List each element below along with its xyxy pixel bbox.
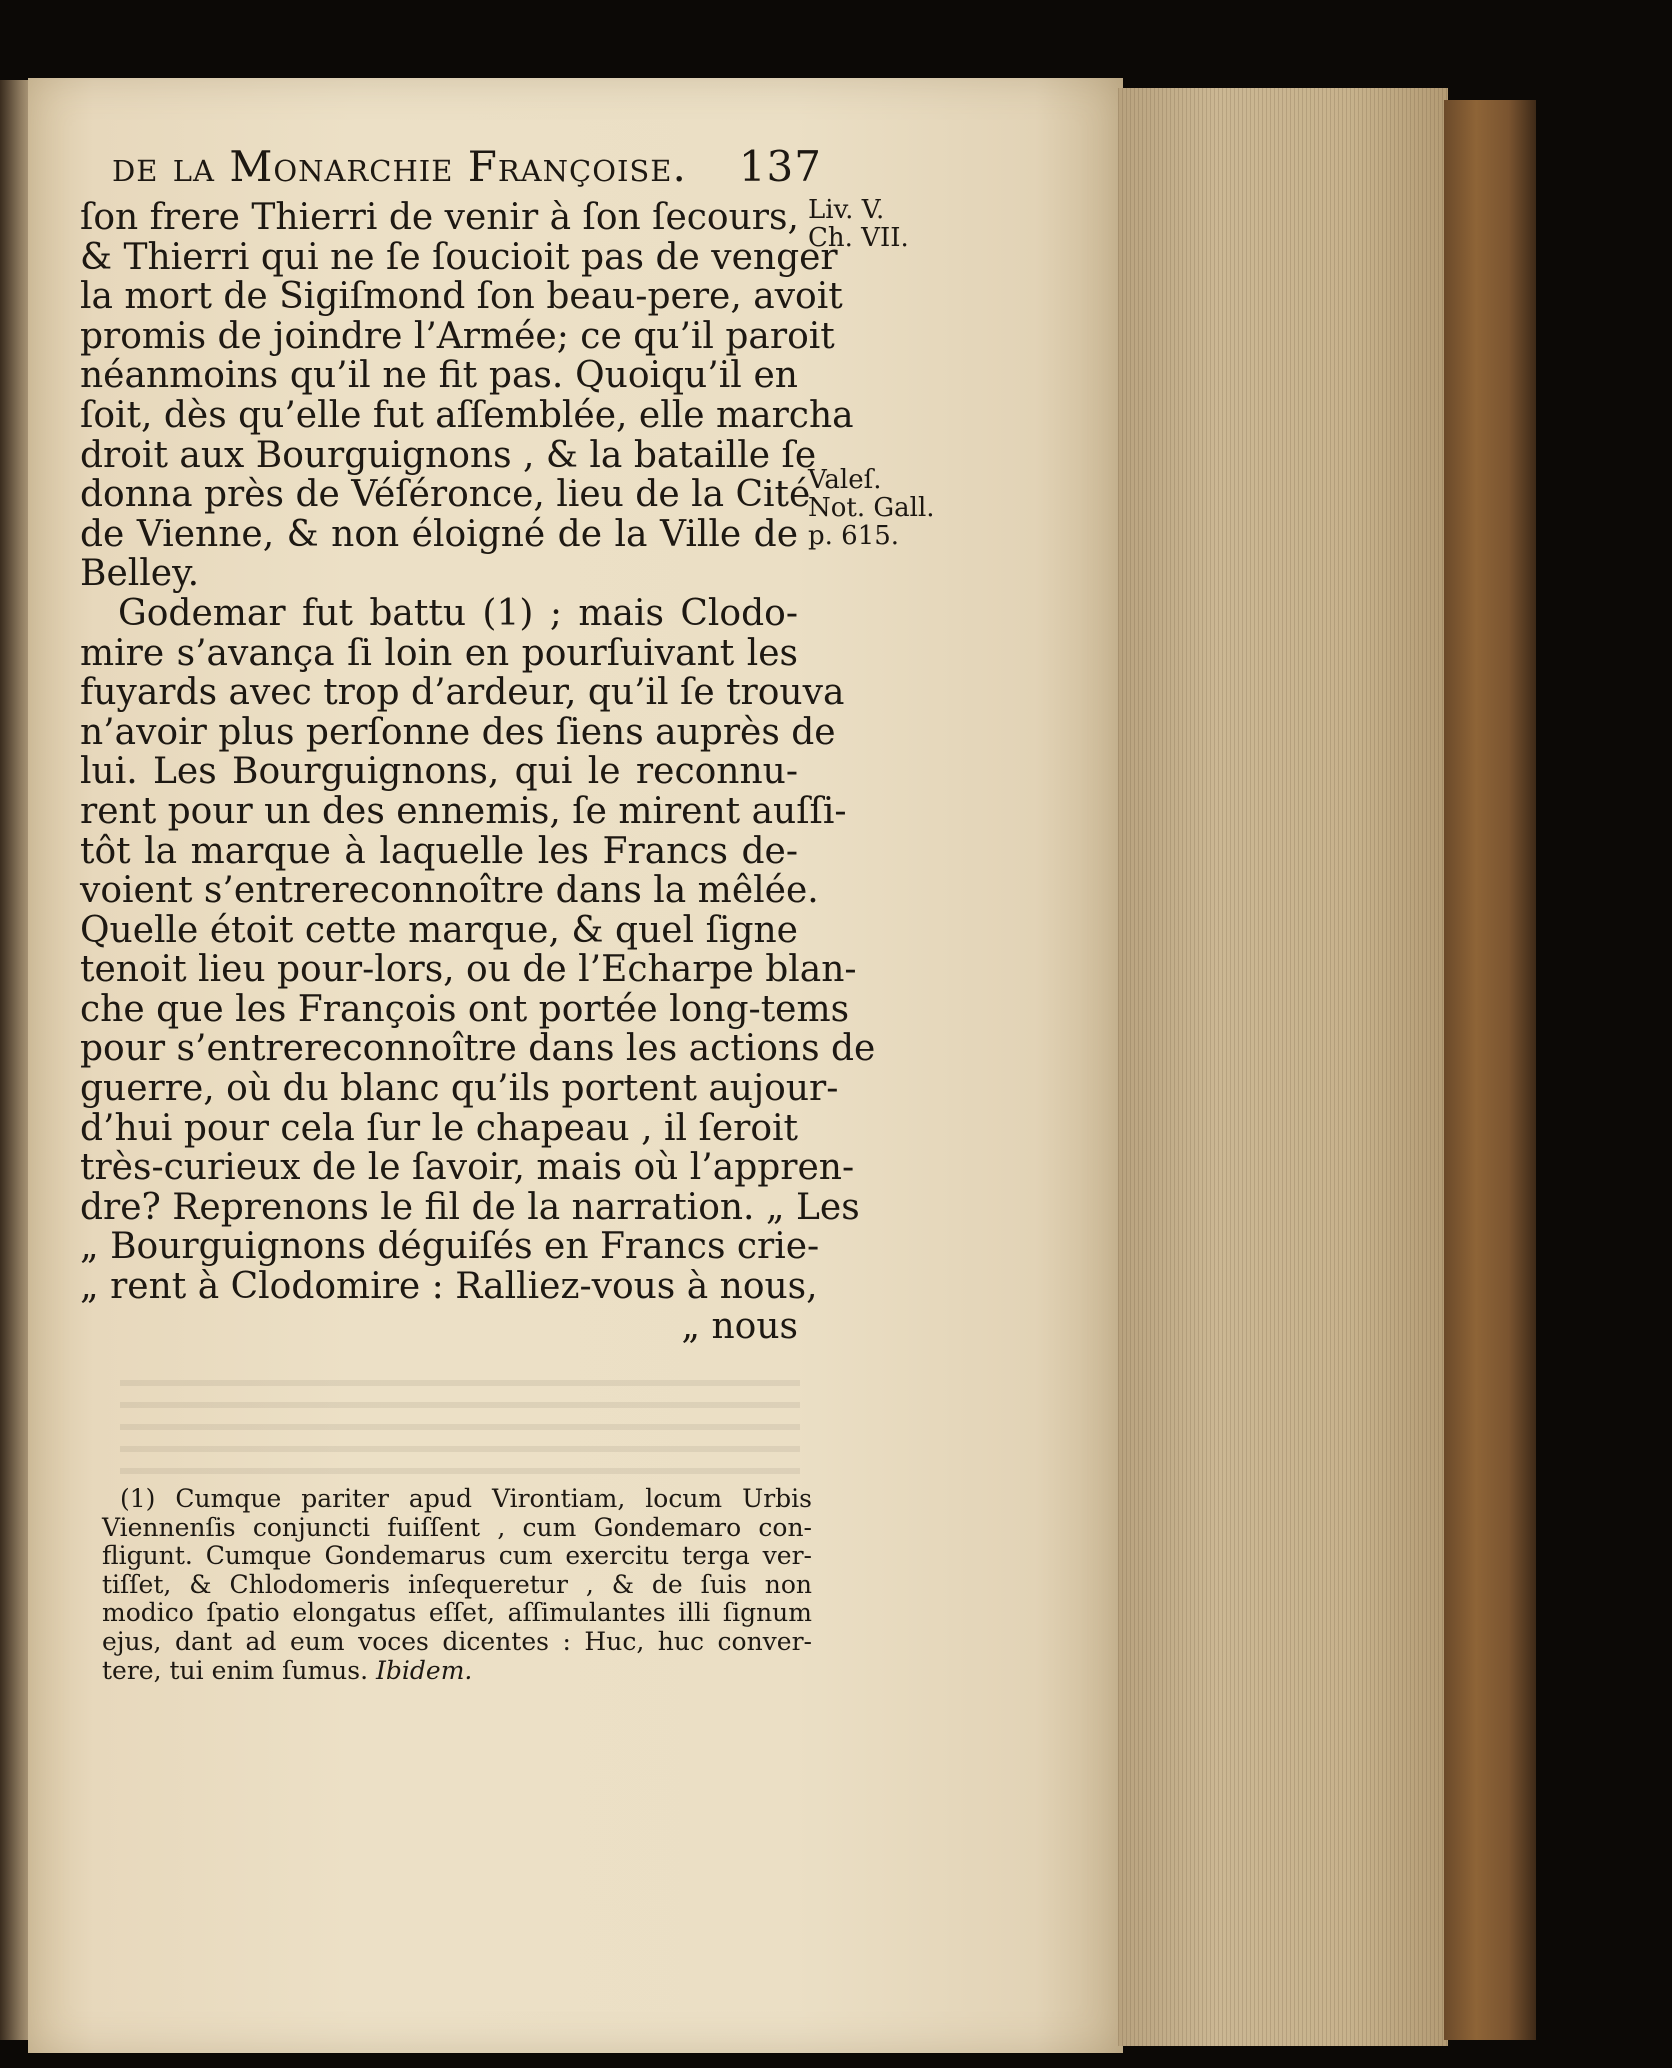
text-line: mire s’avança ſi loin en pourſuivant les (80, 632, 798, 674)
text-line: & Thierri qui ne ſe ſoucioit pas de venger (80, 236, 838, 278)
text-line: voient s’entrereconnoître dans la mêlée. (80, 870, 819, 912)
page-number: 137 (738, 142, 822, 191)
footnote-line: modico ſpatio elongatus eſſet, aſſimulantes illi ſignum (102, 1598, 812, 1628)
text-line: n’avoir plus perſonne des ſiens auprès de (80, 711, 836, 753)
text-line: néanmoins qu’il ne fit pas. Quoiqu’il en (80, 355, 798, 397)
footnote (102, 1485, 812, 1685)
footnote-line: (1) Cumque pariter apud Virontiam, locum Urbis (120, 1484, 812, 1513)
margin-note-reference (808, 466, 935, 550)
text-line: „ rent à Clodomire : Ralliez-vous à nous, (80, 1266, 818, 1308)
text-line: guerre, où du blanc qu’ils portent aujour- (80, 1068, 839, 1110)
text-line: très-curieux de le ſavoir, mais où l’appren- (80, 1147, 855, 1189)
text-line: ſon frere Thierri de venir à ſon ſecours, (80, 197, 799, 238)
running-title: de la Monarchie Françoise. (112, 142, 687, 191)
text-line: Quelle étoit cette marque, & quel ſigne (80, 909, 798, 951)
margin-note-line: p. 615. (808, 521, 900, 551)
text-line: donna près de Véſéronce, lieu de la Cité (80, 474, 811, 516)
text-line: lui. Les Bourguignons, qui le reconnu- (80, 751, 798, 793)
text-line: promis de joindre l’Armée; ce qu’il paroit (80, 315, 835, 357)
running-header (112, 142, 822, 191)
text-line: rent pour un des ennemis, ſe mirent auſſi- (80, 790, 847, 832)
text-line: pour s’entrereconnoître dans les actions de (80, 1028, 876, 1070)
footnote-line: tiſſet, & Chlodomeris inſequeretur , & de ſuis non (102, 1569, 812, 1599)
show-through-text (120, 1380, 800, 1475)
text-line: ſoit, dès qu’elle fut aſſemblée, elle marcha (80, 394, 854, 436)
footnote-line: Viennenſis conjuncti fuiſſent , cum Gondemaro con- (102, 1512, 812, 1542)
background-shadow (1536, 90, 1672, 2068)
margin-note-line: Liv. V. (808, 195, 885, 225)
text-line: fuyards avec trop d’ardeur, qu’il ſe trouva (80, 672, 845, 714)
text-line: Belley. (80, 553, 200, 595)
page-fore-edge (1118, 88, 1448, 2046)
text-line: droit aux Bourguignons , & la bataille ſe (80, 434, 817, 476)
text-line: d’hui pour cela ſur le chapeau , il ſeroit (80, 1107, 798, 1149)
text-line: tenoit lieu pour-lors, ou de l’Echarpe blan- (80, 949, 857, 991)
leather-binding (1444, 100, 1536, 2040)
margin-note-line: Not. Gall. (808, 493, 935, 523)
footnote-source: Ibidem. (376, 1655, 473, 1685)
text-line: la mort de Sigiſmond ſon beau-pere, avoit (80, 276, 843, 318)
catchword: „ nous (681, 1305, 798, 1347)
text-line: tôt la marque à laquelle les Francs de- (80, 830, 798, 872)
margin-note-line: Valeſ. (808, 465, 882, 495)
text-line: de Vienne, & non éloigné de la Ville de (80, 513, 798, 555)
text-line: Godemar fut battu (1) ; mais Clodo- (118, 592, 798, 634)
footnote-line: ejus, dant ad eum voces dicentes : Huc, huc conver- (102, 1626, 812, 1656)
text-line: dre? Reprenons le fil de la narration. „ Les (80, 1186, 860, 1228)
footnote-line: fligunt. Cumque Gondemarus cum exercitu terga ver- (102, 1541, 812, 1571)
margin-note-line: Ch. VII. (808, 223, 909, 253)
text-line: „ Bourguignons déguiſés en Francs crie- (80, 1226, 820, 1268)
footnote-text: tere, tui enim ſumus. (102, 1655, 369, 1685)
footnote-line (102, 1657, 812, 1686)
text-line: che que les François ont portée long-tems (80, 988, 850, 1030)
